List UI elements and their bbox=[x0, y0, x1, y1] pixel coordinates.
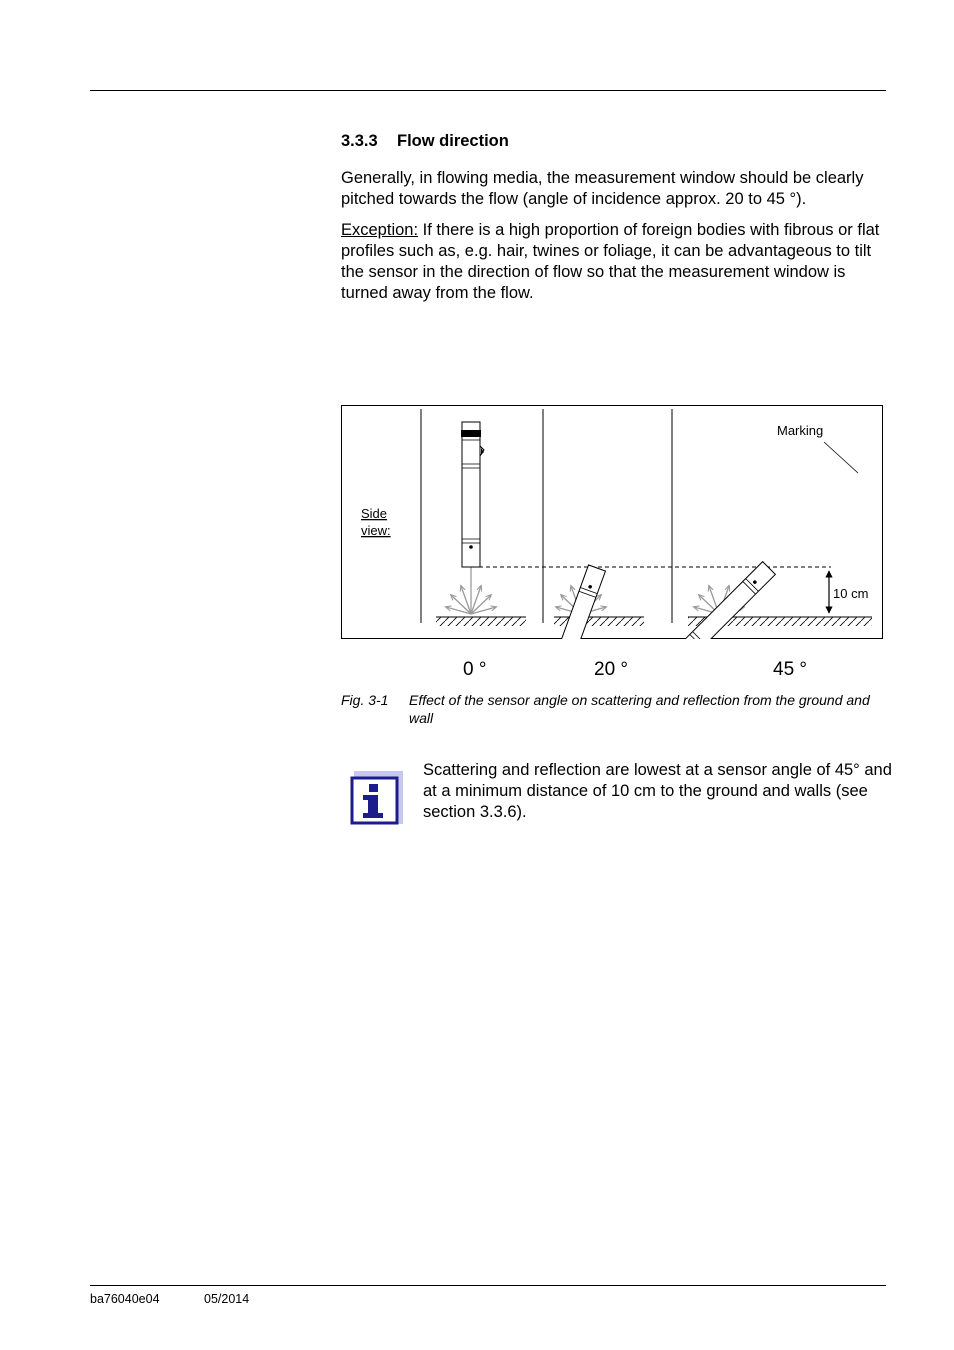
angle-label-45: 45 ° bbox=[773, 659, 808, 680]
side-view-label: Side bbox=[361, 506, 388, 521]
figure-number: Fig. 3-1 bbox=[341, 692, 389, 708]
side-view-label-2: view: bbox=[361, 523, 391, 538]
sensor-angle-figure bbox=[341, 405, 883, 639]
footer-date: 05/2014 bbox=[204, 1292, 250, 1306]
exception-text: If there is a high proportion of foreign bodies with fibrous or flat profiles such as, e.g. hair, twines or foliage, it can be advantageous to tilt the sensor in the direction of flow so that the measurement window is turned away from the flow. bbox=[341, 221, 880, 302]
angle-label-20: 20 ° bbox=[594, 659, 629, 680]
distance-label: 10 cm bbox=[833, 586, 869, 601]
angle-label-0: 0 ° bbox=[463, 659, 487, 680]
paragraph-exception bbox=[341, 220, 889, 304]
footer-rule bbox=[90, 1285, 886, 1286]
exception-label: Exception: bbox=[341, 221, 419, 239]
section-number: 3.3.3 bbox=[341, 132, 378, 150]
section-title: Flow direction bbox=[397, 132, 509, 150]
header-rule bbox=[90, 90, 886, 91]
info-icon bbox=[350, 770, 404, 826]
note-text: Scattering and reflection are lowest at a sensor angle of 45° and at a minimum distance of 10 cm to the ground and walls (see section 3.3.6). bbox=[423, 761, 892, 821]
section-heading bbox=[341, 132, 509, 151]
footer-document-id: ba76040e04 bbox=[90, 1292, 160, 1306]
figure-caption-text: Effect of the sensor angle on scattering and reflection from the ground and wall bbox=[409, 692, 870, 726]
paragraph-intro: Generally, in flowing media, the measurement window should be clearly pitched towards the flow (angle of incidence approx. 20 to 45 °). bbox=[341, 169, 864, 208]
marking-label: Marking bbox=[777, 423, 824, 438]
